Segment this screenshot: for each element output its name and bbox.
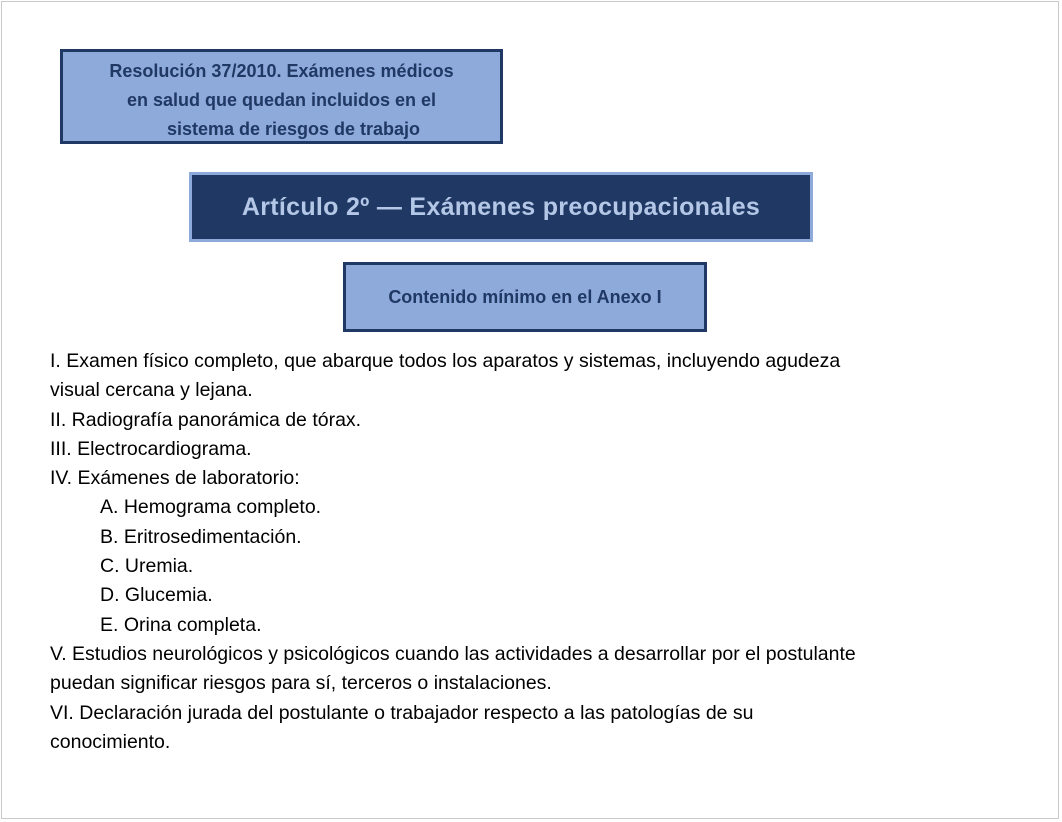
sub-item-d: D. Glucemia. <box>100 584 213 607</box>
resolution-title-line-2: en salud que quedan incluidos en el <box>126 90 437 110</box>
exam-requirements-list <box>50 347 1030 757</box>
sub-item-e: E. Orina completa. <box>100 613 262 636</box>
resolution-title-box <box>60 49 503 144</box>
resolution-title-line-1: Resolución 37/2010. Exámenes médicos <box>109 61 454 81</box>
list-item-i-line-2: visual cercana y lejana. <box>50 379 253 402</box>
list-item-vi-line-1: VI. Declaración jurada del postulante o trabajador respecto a las patologías de su <box>50 701 754 724</box>
list-item-ii: II. Radiografía panorámica de tórax. <box>50 408 362 431</box>
sub-item-b: B. Eritrosedimentación. <box>100 525 302 548</box>
sub-item-a: A. Hemograma completo. <box>100 496 322 519</box>
list-item-iii: III. Electrocardiograma. <box>50 437 252 460</box>
resolution-title-line-3: sistema de riesgos de trabajo <box>166 119 421 139</box>
article-title: Artículo 2º — Exámenes preocupacionales <box>241 192 761 221</box>
list-item-iv: IV. Exámenes de laboratorio: <box>50 467 300 490</box>
annex-label-box <box>343 262 707 332</box>
list-item-vi-line-2: conocimiento. <box>50 730 171 753</box>
list-item-v-line-1: V. Estudios neurológicos y psicológicos cuando las actividades a desarrollar por el postulante <box>50 642 856 665</box>
slide <box>1 1 1059 819</box>
annex-label: Contenido mínimo en el Anexo I <box>388 286 662 307</box>
list-item-i-line-1: I. Examen físico completo, que abarque todos los aparatos y sistemas, incluyendo agudeza <box>50 350 841 372</box>
article-title-box <box>189 172 813 242</box>
sub-item-c: C. Uremia. <box>100 555 194 578</box>
list-item-v-line-2: puedan significar riesgos para sí, terceros o instalaciones. <box>50 672 552 695</box>
